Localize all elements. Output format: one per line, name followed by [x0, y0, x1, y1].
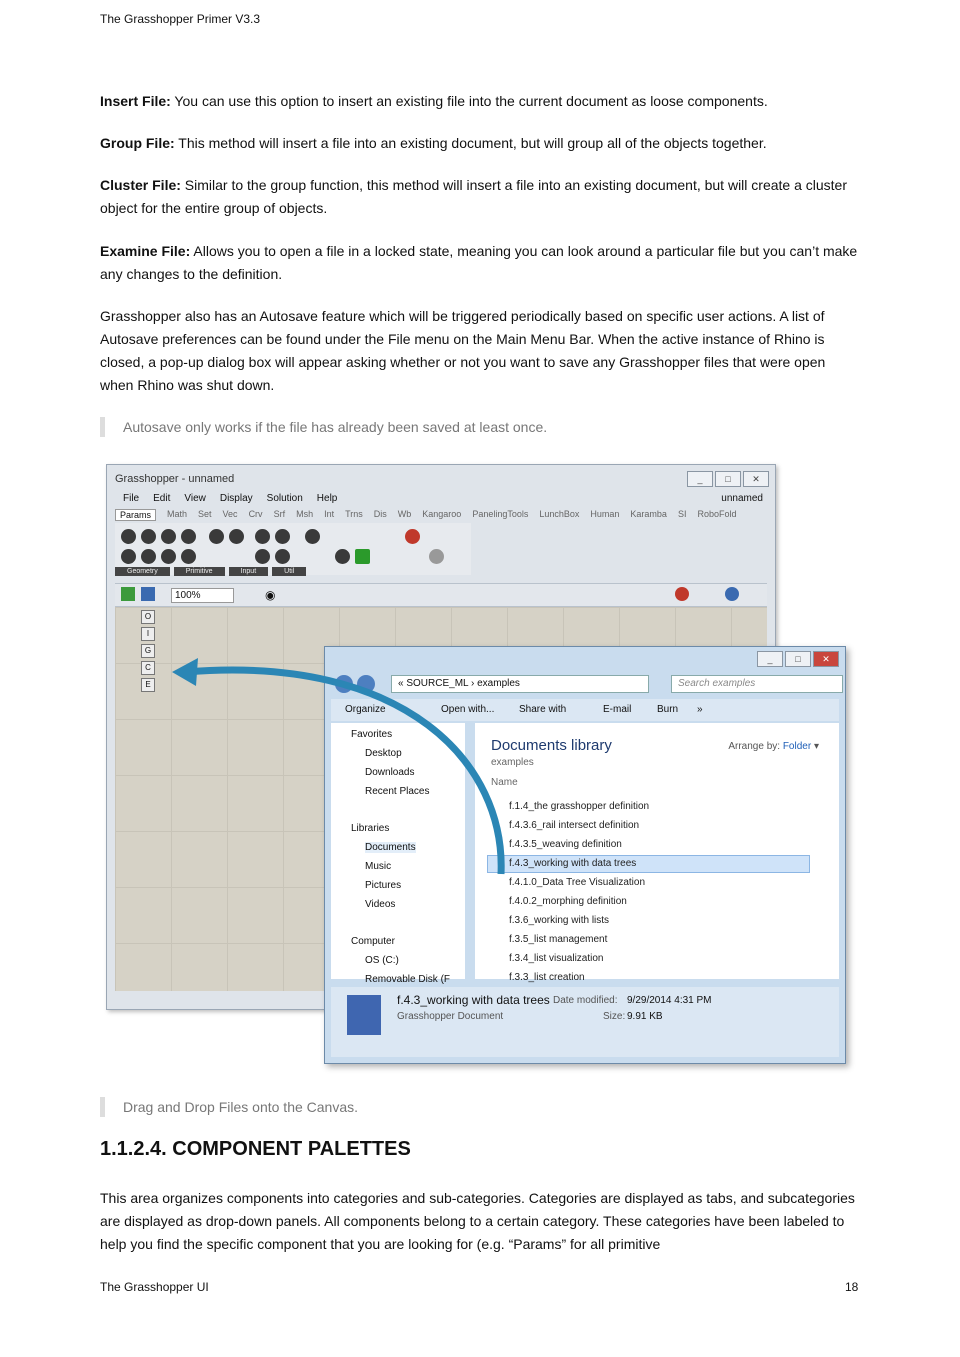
palette-primitive[interactable]: Primitive [174, 567, 225, 576]
running-header: The Grasshopper Primer V3.3 [100, 12, 261, 26]
drag-arrow [106, 464, 846, 1064]
examine-file-text: Allows you to open a file in a locked state, meaning you can look around a particular file but you can’t make any changes to the definition. [100, 243, 858, 282]
tab-msh[interactable]: Msh [296, 509, 314, 519]
side-widget[interactable]: G [141, 644, 155, 658]
group-file-text: This method will insert a file into an existing document, but will group all of the objects together. [174, 135, 767, 151]
file-item[interactable]: f.3.3_list creation [509, 972, 585, 983]
menu-view[interactable]: View [184, 493, 206, 504]
group-file-label: Group File: [100, 135, 175, 151]
menu-display[interactable]: Display [219, 493, 253, 504]
gh-document-name: unnamed [721, 493, 763, 504]
detail-modified: 9/29/2014 4:31 PM [627, 995, 712, 1006]
drag-arrow-path [186, 670, 501, 874]
tab-si[interactable]: SI [677, 509, 687, 519]
detail-modified-label: Date modified: [553, 995, 618, 1006]
cmd-organize[interactable]: Organize [345, 704, 386, 715]
maximize-icon[interactable]: □ [785, 651, 811, 667]
menu-solution[interactable]: Solution [266, 493, 303, 504]
tab-kangaroo[interactable]: Kangaroo [422, 509, 462, 519]
tab-robofold[interactable]: RoboFold [697, 509, 737, 519]
tab-human[interactable]: Human [590, 509, 620, 519]
component-palettes-paragraph: This area organizes components into categories and sub-categories. Categories are displayed as tabs, and subcategories are displayed as drop-down panels. All components belong to a certain category. These categories have been labeled to help you find the specific component that you are looking for (e.g. “Params” for all primitive [100, 1190, 855, 1252]
maximize-icon[interactable]: □ [715, 471, 741, 487]
nav-computer[interactable]: Computer [351, 936, 395, 947]
cmd-email[interactable]: E-mail [603, 704, 632, 715]
detail-file-type: Grasshopper Document [397, 1011, 504, 1022]
search-input[interactable]: Search examples [671, 675, 843, 693]
tab-trns[interactable]: Trns [345, 509, 363, 519]
file-item[interactable]: f.3.5_list management [509, 934, 608, 945]
side-widget[interactable]: I [141, 627, 155, 641]
detail-size: 9.91 KB [627, 1011, 663, 1022]
cmd-more[interactable]: » [697, 704, 703, 715]
tab-dis[interactable]: Dis [373, 509, 387, 519]
palette-geometry[interactable]: Geometry [115, 567, 170, 576]
tab-karamba[interactable]: Karamba [630, 509, 667, 519]
cluster-file-paragraph [100, 174, 862, 220]
file-item[interactable]: f.4.3.5_weaving definition [509, 839, 622, 850]
tab-panelingtools[interactable]: PanelingTools [472, 509, 529, 519]
cluster-file-label: Cluster File: [100, 177, 181, 193]
menu-edit[interactable]: Edit [153, 493, 171, 504]
palette-input[interactable]: Input [229, 567, 269, 576]
drag-arrow-head [172, 658, 198, 686]
close-icon[interactable]: ✕ [813, 651, 839, 667]
nav-libraries[interactable]: Libraries [351, 823, 390, 834]
arrange-by: Arrange by: Folder ▾ [728, 741, 819, 752]
nav-videos[interactable]: Videos [365, 899, 396, 910]
nav-favorites[interactable]: Favorites [351, 729, 393, 740]
detail-size-label: Size: [603, 1011, 626, 1022]
nav-desktop[interactable]: Desktop [365, 748, 402, 759]
tab-lunchbox[interactable]: LunchBox [539, 509, 580, 519]
address-crumb-2[interactable]: examples [477, 678, 520, 689]
tab-int[interactable]: Int [324, 509, 335, 519]
address-bar[interactable]: « SOURCE_ML › examples [391, 675, 649, 693]
detail-file-name: f.4.3_working with data trees [397, 993, 550, 1007]
nav-downloads[interactable]: Downloads [365, 767, 415, 778]
arrange-label: Arrange by: [728, 741, 781, 752]
minimize-icon[interactable]: _ [687, 471, 713, 487]
tab-set[interactable]: Set [198, 509, 212, 519]
file-item[interactable]: f.4.1.0_Data Tree Visualization [509, 877, 646, 888]
section-heading: 1.1.2.4. COMPONENT PALETTES [100, 1138, 411, 1160]
tab-math[interactable]: Math [167, 509, 188, 519]
side-widget[interactable]: E [141, 678, 155, 692]
page-number: 18 [845, 1280, 859, 1294]
nav-documents[interactable]: Documents [365, 842, 416, 853]
zoom-field[interactable]: 100% [171, 588, 234, 603]
nav-removable-disk[interactable]: Removable Disk (F [365, 974, 451, 985]
file-item[interactable]: f.1.4_the grasshopper definition [509, 801, 650, 812]
figure-caption: Drag and Drop Files onto the Canvas. [100, 1097, 883, 1117]
autosave-note: Autosave only works if the file has already been saved at least once. [100, 417, 883, 437]
examine-file-label: Examine File: [100, 243, 191, 259]
tab-wb[interactable]: Wb [397, 509, 412, 519]
insert-file-paragraph [100, 90, 862, 113]
menu-help[interactable]: Help [316, 493, 338, 504]
nav-recent-places[interactable]: Recent Places [365, 786, 430, 797]
figure-drag-drop [106, 464, 846, 1064]
tab-vec[interactable]: Vec [222, 509, 238, 519]
insert-file-text: You can use this option to insert an existing file into the current document as loose components. [170, 93, 768, 109]
eye-icon[interactable]: ◉ [265, 588, 276, 602]
cmd-open-with[interactable]: Open with... [441, 704, 495, 715]
nav-pictures[interactable]: Pictures [365, 880, 402, 891]
gh-window-title: Grasshopper - unnamed [115, 473, 235, 485]
insert-file-label: Insert File: [100, 93, 171, 109]
cmd-share-with[interactable]: Share with [519, 704, 567, 715]
cmd-burn[interactable]: Burn [657, 704, 679, 715]
file-item[interactable]: f.3.4_list visualization [509, 953, 604, 964]
file-item[interactable]: f.3.6_working with lists [509, 915, 610, 926]
close-icon[interactable]: ✕ [743, 471, 769, 487]
side-widget[interactable]: O [141, 610, 155, 624]
menu-file[interactable]: File [123, 493, 140, 504]
library-title: Documents library [491, 737, 612, 754]
file-item[interactable]: f.4.0.2_morphing definition [509, 896, 627, 907]
examine-file-paragraph [100, 240, 862, 286]
arrange-value[interactable]: Folder [782, 741, 812, 752]
autosave-paragraph: Grasshopper also has an Autosave feature which will be triggered periodically based on specific user actions. A list of Autosave preferences can be found under the File menu on the Main Menu Bar. When the active instance of Rhino is closed, a pop-up dialog box will appear asking whether or not you want to save any Grasshopper files that were open when Rhino was shut down. [100, 308, 826, 393]
library-subtitle: examples [491, 757, 534, 768]
side-widget[interactable]: C [141, 661, 155, 675]
cluster-file-text: Similar to the group function, this method will insert a file into an existing document, but will create a cluster object for the entire group of objects. [100, 177, 848, 216]
minimize-icon[interactable]: _ [757, 651, 783, 667]
palette-util[interactable]: Util [272, 567, 306, 576]
tab-srf[interactable]: Srf [273, 509, 286, 519]
address-crumb-1[interactable]: SOURCE_ML [406, 678, 469, 689]
tab-crv[interactable]: Crv [248, 509, 263, 519]
footer-chapter: The Grasshopper UI [100, 1280, 209, 1294]
nav-music[interactable]: Music [365, 861, 392, 872]
column-name[interactable]: Name [491, 777, 518, 788]
tab-params[interactable]: Params [115, 509, 156, 521]
file-item-selected[interactable]: f.4.3_working with data trees [487, 855, 810, 873]
file-item[interactable]: f.4.3.6_rail intersect definition [509, 820, 640, 831]
address-prefix: « [398, 678, 404, 689]
group-file-paragraph [100, 132, 862, 155]
nav-os-drive[interactable]: OS (C:) [365, 955, 399, 966]
